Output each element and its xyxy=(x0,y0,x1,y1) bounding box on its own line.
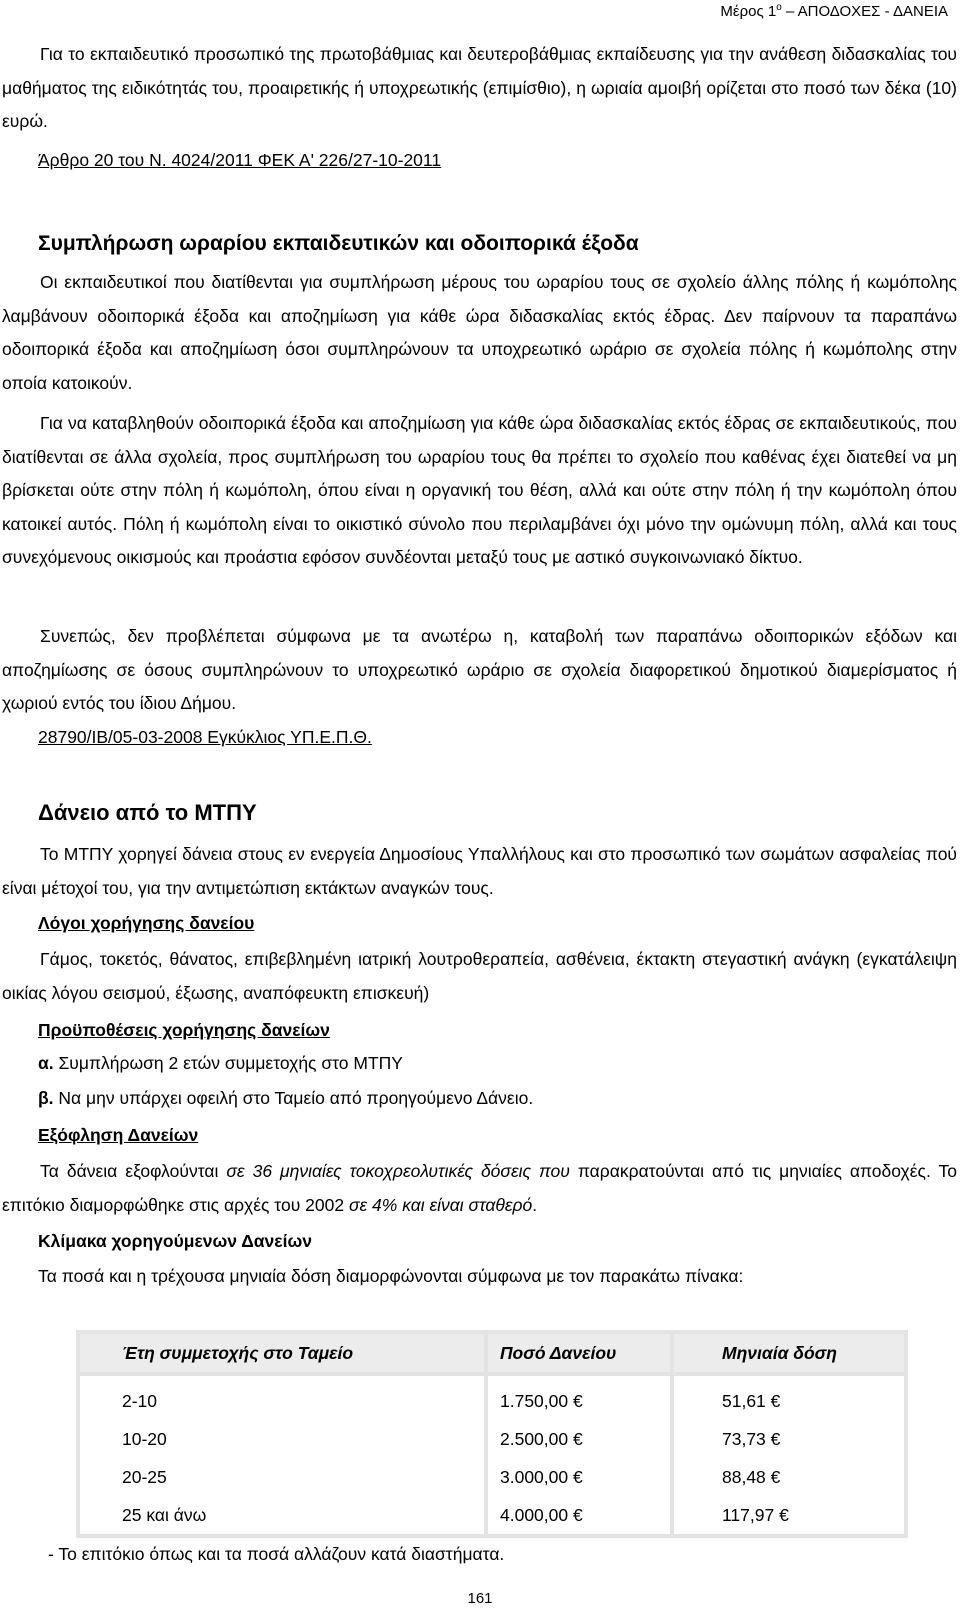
table-row xyxy=(78,1420,906,1458)
reasons-heading: Λόγοι χορήγησης δανείου xyxy=(38,913,255,933)
condition-a: α. Συμπλήρωση 2 ετών συμμετοχής στο ΜΤΠΥ xyxy=(38,1053,403,1073)
section1-paragraph-3: Συνεπώς, δεν προβλέπεται σύμφωνα με τα ανωτέρω η, καταβολή των παραπάνω οδοιπορικών εξόδων και αποζημίωσης σε όσους συμπληρώνουν το υποχρεωτικό ωράριο σε σχολεία διαφορετικού δημοτικού διαμερίσματος ή χωριού εντός του ίδιου Δήμου. xyxy=(2,626,957,713)
table-row xyxy=(78,1458,906,1496)
cell-amount: 3.000,00 € xyxy=(486,1458,672,1496)
cell-installment: 117,97 € xyxy=(672,1496,906,1536)
table-header-row xyxy=(78,1332,906,1374)
intro-reference: Άρθρο 20 του Ν. 4024/2011 ΦΕΚ Α' 226/27-10-2011 xyxy=(38,150,442,170)
loan-intro-paragraph: Το ΜΤΠΥ χορηγεί δάνεια στους εν ενεργεία Δημοσίους Υπαλλήλους και στο προσωπικό των σωμάτων ασφαλείας πού είναι μέτοχοί του, για την αντιμετώπιση εκτάκτων αναγκών τους. xyxy=(2,844,957,898)
loan-scale-table xyxy=(76,1330,908,1538)
reasons-text: Γάμος, τοκετός, θάνατος, επιβεβλημένη ιατρική λουτροθεραπεία, ασθένεια, έκτακτη στεγαστική ανάγκη (εγκατάλειψη οικίας λόγου σεισμού, έξωσης, αναπόφευκτη επισκευή) xyxy=(2,949,957,1003)
cell-amount: 1.750,00 € xyxy=(486,1374,672,1420)
intro-paragraph: Για το εκπαιδευτικό προσωπικό της πρωτοβάθμιας και δευτεροβάθμιας εκπαίδευσης για την ανάθεση διδασκαλίας του μαθήματος της ειδικότητάς του, προαιρετικής ή υποχρεωτικής (επιμίσθιο), η ωριαία αμοιβή ορίζεται στο ποσό των δέκα (10) ευρώ. xyxy=(2,44,957,131)
scale-heading: Κλίμακα χορηγούμενων Δανείων xyxy=(38,1231,312,1251)
cell-installment: 73,73 € xyxy=(672,1420,906,1458)
col-header-amount: Ποσό Δανείου xyxy=(486,1332,672,1374)
section1-reference: 28790/ΙΒ/05-03-2008 Εγκύκλιος ΥΠ.Ε.Π.Θ. xyxy=(38,727,372,747)
col-header-installment: Μηνιαία δόση xyxy=(672,1332,906,1374)
cell-amount: 4.000,00 € xyxy=(486,1496,672,1536)
cell-years: 2-10 xyxy=(78,1374,486,1420)
section1-paragraph-1: Οι εκπαιδευτικοί που διατίθενται για συμπλήρωση μέρους του ωραρίου τους σε σχολείο άλλης πόλης ή κωμόπολης λαμβάνουν οδοιπορικά έξοδα και αποζημίωση για κάθε ώρα διδασκαλίας εκτός έδρας. Δεν παίρνουν τα παραπάνω οδοιπορικά έξοδα και αποζημίωση όσοι συμπληρώνουν τα υποχρεωτικό ωράριο σε σχολεία πόλης ή κωμόπολης στην οποία κατοικούν. xyxy=(2,272,957,393)
conditions-heading: Προϋποθέσεις χορήγησης δανείων xyxy=(38,1020,330,1040)
running-header: Μέρος $1^o$ – ΑΠΟΔΟΧΕΣ - ΔΑΝΕΙΑ xyxy=(720,2,948,20)
cell-installment: 51,61 € xyxy=(672,1374,906,1420)
condition-b: β. Να μην υπάρχει οφειλή στο Ταμείο από προηγούμενο Δάνειο. xyxy=(38,1088,534,1108)
repayment-heading: Εξόφληση Δανείων xyxy=(38,1125,199,1145)
table-note: - Το επιτόκιο όπως και τα ποσά αλλάζουν κατά διαστήματα. xyxy=(48,1544,505,1564)
page-number: 161 xyxy=(467,1590,493,1607)
table-row xyxy=(78,1496,906,1536)
cell-amount: 2.500,00 € xyxy=(486,1420,672,1458)
cell-years: 20-25 xyxy=(78,1458,486,1496)
cell-installment: 88,48 € xyxy=(672,1458,906,1496)
table-row xyxy=(78,1374,906,1420)
col-header-years: Έτη συμμετοχής στο Ταμείο xyxy=(78,1332,486,1374)
repayment-text: Τα δάνεια εξοφλούνται σε 36 μηνιαίες τοκοχρεολυτικές δόσεις που παρακρατούνται από τις μηνιαίες αποδοχές. Το επιτόκιο διαμορφώθηκε στις αρχές του 2002 σε 4% και είναι σταθερό. xyxy=(2,1161,957,1215)
scale-intro: Τα ποσά και η τρέχουσα μηνιαία δόση διαμορφώνονται σύμφωνα με τον παρακάτω πίνακα: xyxy=(38,1266,744,1286)
cell-years: 10-20 xyxy=(78,1420,486,1458)
section1-paragraph-2: Για να καταβληθούν οδοιπορικά έξοδα και αποζημίωση για κάθε ώρα διδασκαλίας εκτός έδρας σε εκπαιδευτικούς, που διατίθενται σε άλλα σχολεία, προς συμπλήρωση του ωραρίου τους θα πρέπει το σχολείο που καθένας έχει διατεθεί να μη βρίσκεται ούτε στην πόλη ή κωμόπολη, όπου είναι η οργανική του θέση, αλλά και ούτε στην πόλη ή την κωμόπολη όπου κατοικεί αυτός. Πόλη ή κωμόπολη είναι το οικιστικό σύνολο που περιλαμβάνει όχι μόνο την ομώνυμη πόλη, αλλά και τους συνεχόμενους οικισμούς και προάστια εφόσον συνδέονται μεταξύ τους με αστικό συγκοινωνιακό δίκτυο. xyxy=(2,413,957,567)
section-title-loan: Δάνειο από το ΜΤΠΥ xyxy=(38,800,257,825)
section-title-schedule: Συμπλήρωση ωραρίου εκπαιδευτικών και οδοιπορικά έξοδα xyxy=(38,232,639,255)
cell-years: 25 και άνω xyxy=(78,1496,486,1536)
